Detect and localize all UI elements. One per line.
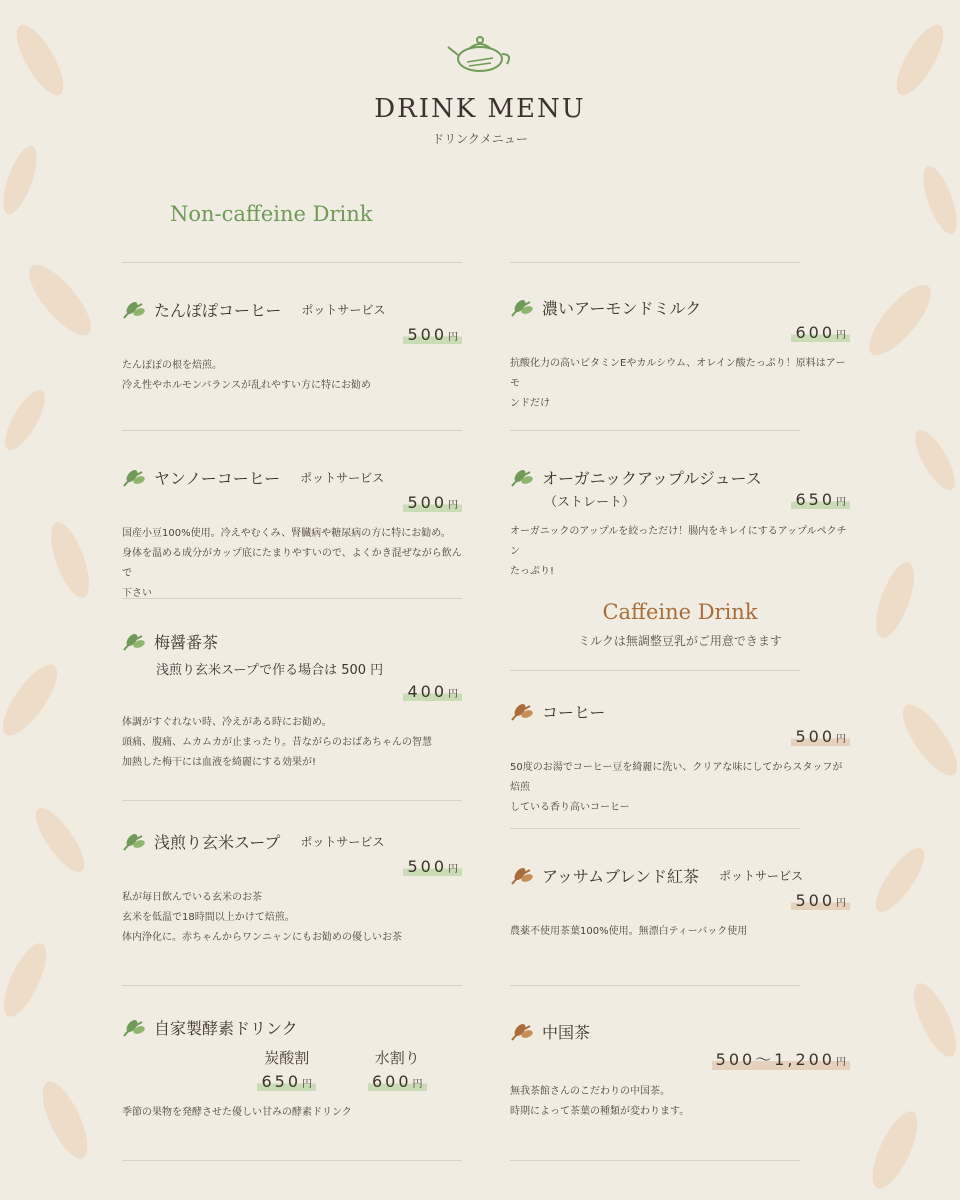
item-name: コーヒー <box>542 703 606 722</box>
item-price: 500～1,200円 <box>712 1047 850 1070</box>
brown-leaf-icon <box>510 702 534 722</box>
option-price: 650円 <box>257 1072 316 1091</box>
item-description: 農薬不使用茶葉100%使用。無漂白ティーバック使用 <box>510 926 748 937</box>
divider <box>122 985 462 986</box>
item-description: 体調がすぐれない時、冷えがある時にお勧め。 頭痛、腹痛、ムカムカが止まったり。昔ながらのおばあちゃんの智慧 加熱した梅干には血液を綺麗にする効果が! <box>122 717 432 768</box>
item-name: アッサムブレンド紅茶 <box>542 867 700 886</box>
divider <box>510 262 800 263</box>
menu-item-dandelion-coffee <box>122 298 462 396</box>
divider <box>122 262 462 263</box>
menu-item-yannoh-coffee <box>122 466 462 604</box>
menu-item-umesho-bancha <box>122 630 462 773</box>
item-subtext: 浅煎り玄米スープで作る場合は 500 円 <box>156 663 384 678</box>
item-service: ポットサービス <box>719 869 804 883</box>
green-leaf-icon <box>510 298 534 318</box>
divider <box>510 828 800 829</box>
item-price: 500円 <box>403 857 462 876</box>
page-subtitle: ドリンクメニュー <box>432 132 528 146</box>
divider <box>510 1160 800 1161</box>
item-price: 600円 <box>791 323 850 342</box>
option-label: 炭酸割 <box>264 1049 310 1067</box>
item-name: オーガニックアップルジュース <box>542 469 762 488</box>
caffeine-section-note: ミルクは無調整豆乳がご用意できます <box>578 634 782 648</box>
item-service: ポットサービス <box>301 303 386 317</box>
item-description: オーガニックのアップルを絞っただけ！腸内をキレイにするアップルペクチン たっぷり! <box>510 526 847 577</box>
brown-leaf-icon <box>510 866 534 886</box>
menu-item-enzyme-drink <box>122 1016 462 1123</box>
item-description: 私が毎日飲んでいる玄米のお茶 玄米を低温で18時間以上かけて焙煎。 体内浄化に。赤ちゃんからワンニャンにもお勧めの優しいお茶 <box>122 892 402 943</box>
page-title: DRINK MENU <box>374 94 586 124</box>
item-name: 中国茶 <box>542 1023 591 1042</box>
divider <box>122 430 462 431</box>
item-description: 抗酸化力の高いビタミンEやカルシウム、オレイン酸たっぷり！原料はアーモ ンドだけ <box>510 358 846 409</box>
brown-leaf-icon <box>510 1022 534 1042</box>
menu-item-genmai-soup <box>122 830 462 948</box>
option-water <box>368 1047 427 1091</box>
item-price: 500円 <box>403 493 462 512</box>
green-leaf-icon <box>122 632 146 652</box>
green-leaf-icon <box>122 1018 146 1038</box>
item-description: たんぽぽの根を焙煎。 冷え性やホルモンバランスが乱れやすい方に特にお勧め <box>122 360 371 391</box>
noncaffeine-section-title: Non-caffeine Drink <box>170 202 373 226</box>
option-label: 水割り <box>374 1049 420 1067</box>
menu-item-almond-milk <box>510 296 850 414</box>
item-description: 国産小豆100%使用。冷えやむくみ、腎臓病や糖尿病の方に特にお勧め。 身体を温める成分がカップ底にたまりやすいので、よくかき混ぜながら飲んで 下さい <box>122 528 462 599</box>
menu-item-chinese-tea <box>510 1020 850 1122</box>
divider <box>122 800 462 801</box>
menu-item-coffee <box>510 700 850 818</box>
item-name: 自家製酵素ドリンク <box>154 1019 298 1038</box>
item-service: ポットサービス <box>300 835 385 849</box>
green-leaf-icon <box>122 300 146 320</box>
green-leaf-icon <box>122 468 146 488</box>
divider <box>510 670 800 671</box>
item-name: 梅醤番茶 <box>154 633 219 652</box>
item-price: 650円 <box>791 490 850 509</box>
item-name: たんぽぽコーヒー <box>154 301 282 320</box>
item-service: ポットサービス <box>300 471 385 485</box>
divider <box>122 1160 462 1161</box>
item-price: 500円 <box>791 891 850 910</box>
item-description: 無我茶館さんのこだわりの中国茶。 時期によって茶葉の種類が変わります。 <box>510 1086 690 1117</box>
menu-item-apple-juice <box>510 466 850 582</box>
item-price: 500円 <box>791 727 850 746</box>
divider <box>510 430 800 431</box>
item-name: ヤンノーコーヒー <box>154 469 281 488</box>
menu-header <box>0 30 960 147</box>
menu-item-assam-tea <box>510 864 850 942</box>
item-price: 500円 <box>403 325 462 344</box>
caffeine-section-title: Caffeine Drink <box>602 600 758 624</box>
item-description: 50度のお湯でコーヒー豆を綺麗に洗い、クリアな味にしてからスタッフが焙煎 している香り高いコーヒー <box>510 762 843 813</box>
option-soda <box>257 1047 316 1091</box>
green-leaf-icon <box>510 468 534 488</box>
teapot-icon <box>445 30 515 76</box>
item-description: 季節の果物を発酵させた優しい甘みの酵素ドリンク <box>122 1107 352 1118</box>
item-name: 濃いアーモンドミルク <box>542 299 702 318</box>
green-leaf-icon <box>122 832 146 852</box>
item-price: 400円 <box>403 682 462 701</box>
item-subtext: （ストレート） <box>544 495 636 510</box>
option-price: 600円 <box>368 1072 427 1091</box>
divider <box>510 985 800 986</box>
item-name: 浅煎り玄米スープ <box>154 833 281 852</box>
